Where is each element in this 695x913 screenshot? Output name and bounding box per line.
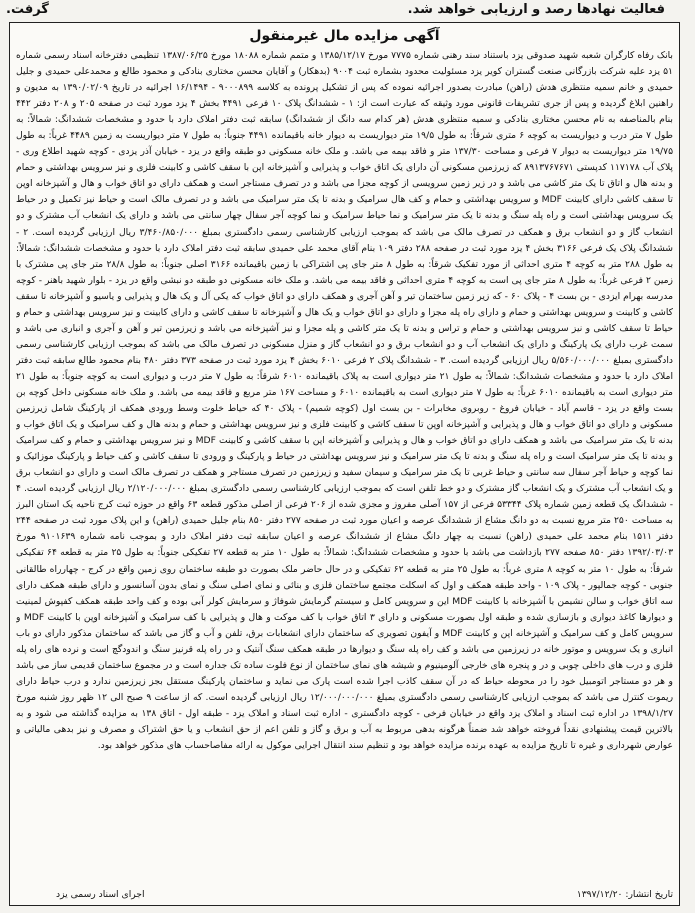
auction-notice-box bbox=[9, 22, 680, 906]
header-strip bbox=[0, 0, 695, 20]
header-text-fragment-right: فعالیت نهادها رصد و ارزیابی خواهد شد. bbox=[407, 2, 665, 17]
issuer-name: اجرای اسناد رسمی یزد bbox=[56, 889, 145, 900]
notice-paragraph: بانک رفاه کارگران شعبه شهید صدوقی یزد باستناد سند رهنی شماره ۷۷۷۵ مورخ ۱۳۸۵/۱۲/۱۷ و متمم شماره ۱۸۰۸۸ مورخ ۱۳۸۷/۰۶/۲۵ تنظیمی دفترخانه اسناد رسمی شماره ۵۱ یزد علیه شرکت بازرگانی صنعت گستران کویر یزد مسئولیت محدود بشماره ثبت ۹۰۰۴ (بدهکار) و آقایان محسن مختاری بنادکی و محمود طالع و محمدعلی حمیدی و جلیل حمیدی و خانم سمیه منتظری هدش (راهن) مبادرت بصدور اجرائیه نموده که پس از تشکیل پرونده به کلاسه ۹۰۰۰۸۹۹ - ۱۶/۱۴۹۴ اجرائیه در تاریخ ۱۳۹۰/۰۲/۰۹ به مدیون و راهنین ابلاغ گردیده و پس از جری تشریفات قانونی مورد وثیقه که عبارت است از: ۱ - ششدانگ پلاک ۱۰ فرعی ۴۴۹۱ بخش ۴ یزد مورد ثبت در صفحه ۲۰۵ و ۲۰۸ دفتر ۴۴۲ بنام بالمناصفه به نام محسن مختاری بنادکی و سمیه منتظری هدش (هر کدام سه دانگ از ششدانگ) سابقه ثبت دفتر املاک دارد با حدود و مشخصات ششدانگ: شمالاً: به طول ۷ متر درب و دیواریست به کوچه ۶ متری شرقاً: به طول ۱۹/۵ متر دیواریست به دیوار خانه باقیمانده ۴۴۹۱ جنوباً: به طول ۷ متر دیواریست به زمین ۴۴۸۹ غرباً: به طول ۱۹/۷۵ متر دیواریست به دیوار ۷ فرعی و مساحت ۱۳۷/۳۰ متر و فاقد بیمه می باشد. و ملک خانه مسکونی دو طبقه واقع در یزد - خیابان آذر یزدی - کوچه شهید اطلاع وری - پلاک آب ۱۱۷۱۷۸ کدپستی ۸۹۱۳۷۶۷۶۷۱ که زیرزمین مسکونی آن دارای یک اتاق خواب و پذیرایی و آشپزخانه اپن با سقف کاشی و کابینت فلزی و نیز سرویس بهداشتی و حمام و بدنه هال و اتاق تا یک متر کاشی می باشد و در زیر زمین سرویسی از کوچه مجزا می باشد و در تصرف مستاجر است و همکف دارای دو اتاق خواب و هال و آشپزخانه اوپن تا سقف کاشی دارای کابینت MDF و سرویس بهداشتی و حمام و کف هال سرامیک و بدنه تا یک متر سرامیک می باشد و در تصرف مالک است و حیاط نیز تکمیل و در حیاط یک سرویس بهداشتی است و راه پله سنگ و بدنه تا یک متر سرامیک و نما حیاط سرامیک و نما کوچه آجر سفال چهار سانتی می باشد و دارای یک انشعاب آب مشترک و دو انشعاب گاز و دو انشعاب برق و همکف در تصرف مالک می باشد که بموجب ارزیابی کارشناسی رسمی دادگستری بمبلغ ۳/۴۶۰/۸۵۰/۰۰۰ ریال ارزیابی گردیده است. ۲ - ششدانگ پلاک یک فرعی ۳۱۶۶ بخش ۴ یزد مورد ثبت در صفحه ۲۸۸ دفتر ۱۰۹ بنام آقای محمد علی حمیدی سابقه ثبت دفتر املاک دارد با حدود و مشخصات ششدانگ: شمالاً: به طول ۲۸۸ متر به کوچه ۴ متری احداثی از مورد تفکیک شرقاً: به طول ۸ متر جای پی اشتراکی با زمین باقیمانده ۳۱۶۶ اصلی جنوباً: به طول ۲۸/۸ متر جای پی مشترک با زمین ۲ فرعی غرباً: به طول ۸ متر جای پی است به کوچه ۴ متری احداثی و فاقد بیمه می باشد. و ملک خانه مسکونی دو طبقه دو نبشی واقع در یزد - بلوار شهید باهنر - کوچه مدرسه بهرام ایزدی - بن بست ۴ - پلاک ۶۰ - که زیر زمین ساختمان تیر و آهن آجری و همکف دارای دو اتاق خواب که یکی آل و یک هال و پذیرایی و یاسیو و آشپزخانه تا سقف کاشی و کابینت و سرویس بهداشتی و حمام و دارای راه پله مجزا و دارای دو اتاق خواب و یک هال و آشپزخانه تا سقف کاشی و دارای کابینت و نیز سرویس بهداشتی و حمام و حیاط تا سقف کاشی و نیز سرویس بهداشتی و حمام و تراس و بدنه تا یک متر کاشی و پله مجزا و نیز آشپزخانه می باشد و زیرزمین تیر و آهن و آجری و انباری می باشد و سمت غرب دارای یک پارکینگ و دارای یک انشعاب آب و دو انشعاب برق و دو انشعاب گاز و منزل مسکونی در تصرف مالک می باشد که بموجب ارزیابی کارشناسی رسمی دادگستری بمبلغ ۵/۵۶۰/۰۰۰/۰۰۰ ریال ارزیابی گردیده است. ۳ - ششدانگ پلاک ۲ فرعی ۶۰۱۰ بخش ۴ یزد مورد ثبت در صفحه ۳۷۳ دفتر ۴۸۰ بنام محمود طالع سابقه ثبت دفتر املاک دارد با حدود و مشخصات ششدانگ: شمالاً: به طول ۲۱ متر دیواری است به پلاک باقیمانده ۶۰۱۰ شرقاً: به طول ۷ متر درب و دیواری است به کوچه جنوباً: به طول ۲۱ متر دیواری است به باقیمانده ۶۰۱۰ غرباً: به طول ۷ متر دیواری است به باقیمانده ۶۰۱۰ و مساحت ۱۶۷ متر مربع و فاقد بیمه می باشد. و ملک خانه مسکونی داخل کوچه بن بست واقع در یزد - قاسم آباد - خیابان فروغ - روبروی مخابرات - بن بست اول (کوچه شمیم) - پلاک ۴۰ که حیاط خلوت وسط ورودی همکف از پارکینگ شامل زیرزمین مسکونی و دارای دو اتاق خواب و هال و پذیرایی و آشپزخانه اوپن تا سقف کاشی و کابینت فلزی و نیز سرویس بهداشتی و حمام و بدنه هال و کف سرامیک و یک اتاق خواب و بدنه تا یک متر سرامیک می باشد و همکف دارای دو اتاق خواب و هال و پذیرایی و آشپزخانه اپن با سقف کاشی و کابینت MDF و نیز سرویس بهداشتی و حمام و کف سرامیک و بدنه تا یک متر سرامیک است و راه پله سنگ و بدنه تا یک متر سرامیک و نیز سرویس بهداشتی در حیاط و پارکینگ و ورودی تا سقف کاشی و کف حیاط و پارکینگ موزائیک و نما کوچه و حیاط آجر سفال سه سانتی و حیاط غربی تا یک متر سرامیک و سیمان سفید و زیرزمین در تصرف مستاجر و همکف در تصرف مالک است و دارای دو انشعاب برق و یک انشعاب آب مشترک و یک انشعاب گاز مشترک و دو خط تلفن است که بموجب ارزیابی کارشناسی رسمی دادگستری بمبلغ ۲/۱۲۰/۰۰۰/۰۰۰ ریال ارزیابی گردیده است. ۴ - ششدانگ یک قطعه زمین شماره پلاک ۵۳۳۴۴ فرعی از ۱۵۷ آصلی مفروز و مجزی شده از ۲۰۶ فرعی از اصلی مذکور قطعه ۶۳ واقع در حوزه ثبت کرج ناحیه یک استان البرز به مساحت ۲۵۰ متر مربع نسبت به دو دانگ مشاع از ششدانگ عرصه و اعیان مورد ثبت در صفحه ۲۷۷ دفتر ۸۵۰ بنام جلیل حمیدی (راهن) و این پلاک مورد ثبت در صفحه ۲۴۴ دفتر ۱۵۱۱ بنام محمد علی حمیدی (راهن) نسبت به چهار دانگ مشاع از ششدانگ عرصه و اعیان سابقه ثبت دفتر املاک دارد و بموجب نامه شماره ۹۱۰۱۶۳۹ مورخ ۱۳۹۲/۰۳/۰۳ دفتر ۸۵۰ صفحه ۲۷۷ بازداشت می باشد با حدود و مشخصات ششدانگ: شمالاً: به طول ۱۰ متر به قطعه ۲۷ تفکیکی جنوباً: به طول ۲۵ متر به قطعه ۶۴ تفکیکی شرقاً: به طول ۱۰ متر به کوچه ۸ متری غرباً: به طول ۲۵ متر به قطعه ۶۲ تفکیکی و در حال حاضر ملک بصورت دو طبقه ساختمان روی زمین واقع در کرج - چهارراه طالقانی جنوبی - کوچه جمالپور - پلاک ۱۰۹ - واحد طبقه همکف و اول که اسکلت مجتمع ساختمان فلزی و بنائی و نمای اصلی سنگ و نمای بدون آسانسور و دارای طبقه همکف دارای سه اتاق خواب و سالن نشیمن با آشپزخانه با کابینت MDF این و سرویس کامل و سیستم گرمایش شوفاژ و سرمایش کولر آبی بوده و کف واحد طبقه همکف کفپوش لمینیت و دیوارها کاغذ دیواری و بازسازی شده و طبقه اول بصورت مسکونی و دارای ۳ اتاق خواب با کف موکت و هال و پذیرایی با کف سرامیک و آشپزخانه اوپن با کابینت MDF و سرویس کامل و کف سرامیک و آشپزخانه اپن و کابینت MDF و آیفون تصویری که ساختمان دارای انشعابات برق، تلفن و آب و گاز می باشد که ساختمان مذکور دارای دو باب انباری و یک سرویس و موتور خانه در زیرزمین می باشد و کف راه پله سنگ و دیوارها در طبقه همکف سنگ آنتیک و در راه پله قرنیز سنگ و اندودگچ است و نرده های راه پله فلزی و درب های داخلی چوبی و در و پنجره های خارجی آلومینیوم و شیشه های نمای ساختمان از نوع فلوت ساده تک جداره است و در مجموع ساختمان قدیمی ساز می باشد و هر دو مستاجر اتومبیل خود را در محوطه حیاط که در آن سقف کاذب اجرا شده است پارک می نماید و ساختمان پارکینگ مستقل بجز زیرزمین ندارد و درب حیاط دارای ریموت کنترل می باشد که بموجب ارزیابی کارشناسی رسمی دادگستری بمبلغ ۱۲/۰۰۰/۰۰۰/۰۰۰ ریال ارزیابی گردیده است. که از ساعت ۹ صبح الی ۱۲ ظهر روز شنبه مورخ ۱۳۹۸/۱/۲۷ در اداره ثبت اسناد و املاک یزد واقع در خیابان فرخی - کوچه دادگستری - اداره ثبت اسناد و املاک یزد - طبقه اول - اتاق ۱۳۸ به مزایده گذاشته می شود و به بالاترین قیمت پیشنهادی نقداً فروخته خواهد شد ضمناً هرگونه بدهی مربوط به آب و برق و گاز و تلفن اعم از حق انشعاب و یا حق اشتراک و مصرف و نیز بدهی مالیاتی و عوارض شهرداری و غیره تا تاریخ مزایده به عهده برنده مزایده خواهد بود و تنظیم سند انتقال اجرایی موکول به ارائه مفاصاحساب های مذکور خواهد بود. bbox=[16, 50, 673, 752]
header-text-fragment-left: گرفت. bbox=[6, 2, 49, 17]
publication-date: تاریخ انتشار: ۱۳۹۷/۱۲/۲۰ bbox=[576, 889, 673, 900]
notice-title: آگهی مزایده مال غیرمنقول bbox=[249, 28, 440, 44]
notice-body bbox=[16, 48, 673, 880]
notice-footer bbox=[16, 888, 673, 902]
